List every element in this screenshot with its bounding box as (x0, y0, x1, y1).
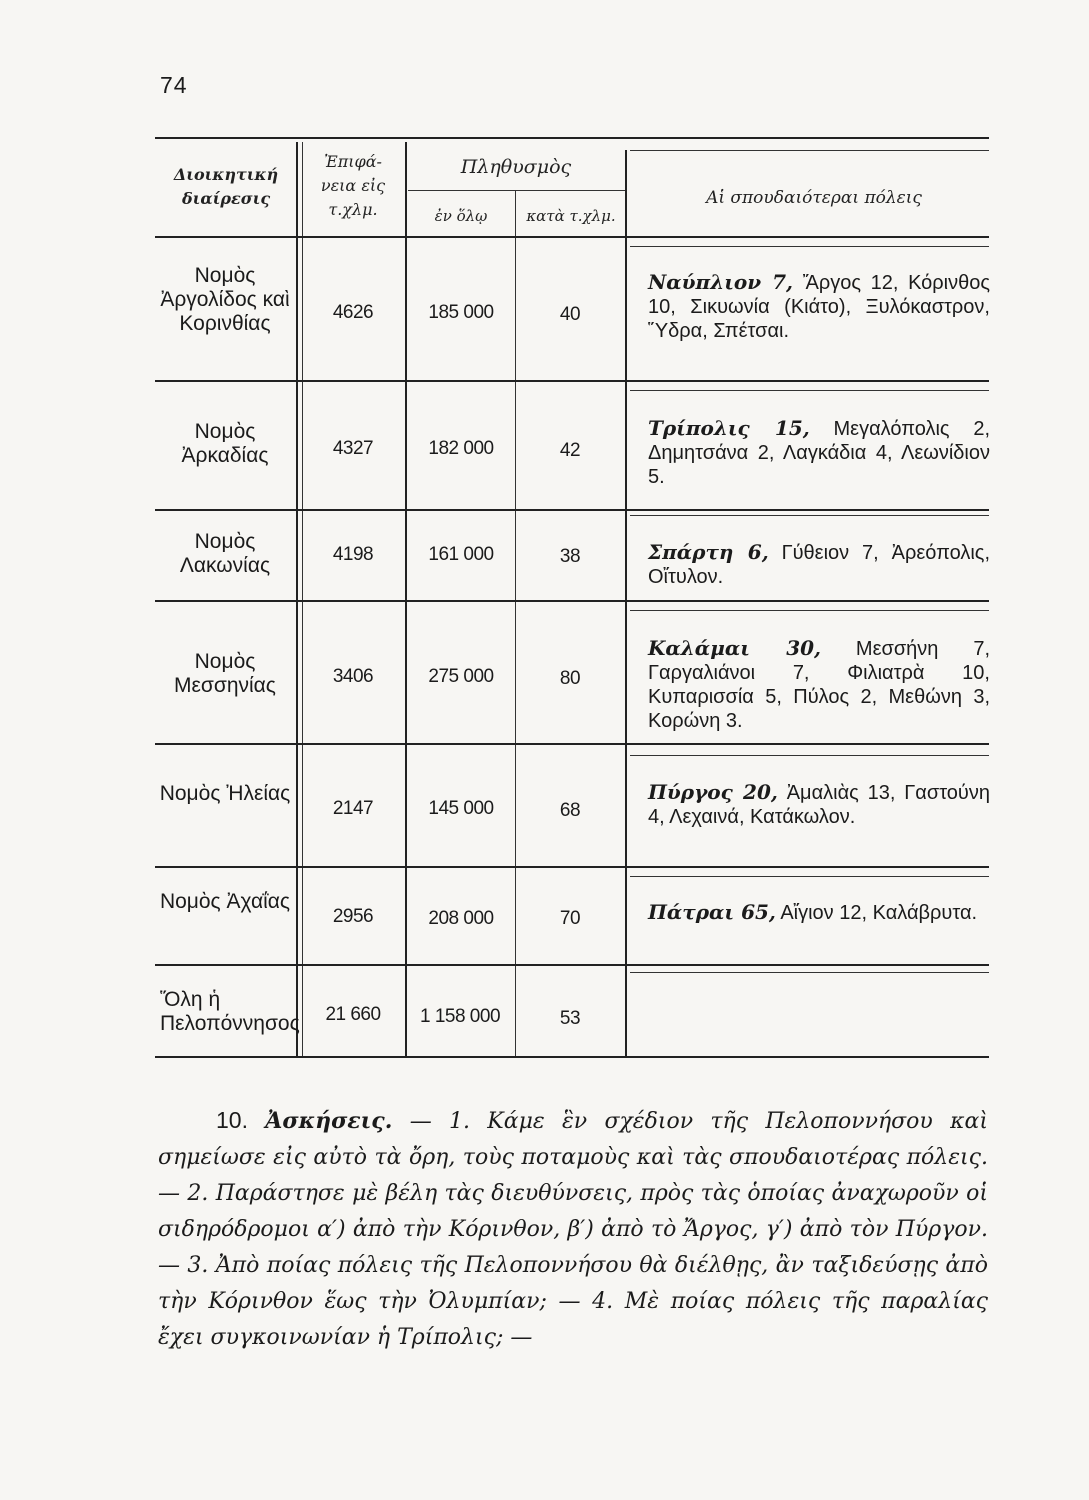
area-value: 2147 (332, 798, 374, 819)
capital-city: Σπάρτη 6, (648, 540, 769, 564)
header-population-density: κατὰ τ.χλμ. (526, 207, 616, 225)
capital-city: Πάτραι 65, (648, 900, 776, 924)
division-name: Ὅλη ἡ Πελοπόννησος (160, 988, 300, 1035)
cities-list (648, 636, 990, 733)
cities-list (648, 780, 990, 829)
density-value: 53 (559, 1008, 581, 1029)
other-cities: Μεσσήνη 7, Γαργαλιάνοι 7, Φιλιατρὰ 10, Κυπαρισσία 5, Πύλος 2, Μεθώνη 3, Κορώνη 3. (648, 638, 990, 732)
division-name: Νομὸς Μεσσηνίας (174, 650, 276, 697)
exercises-text: — 1. Κάμε ἓν σχέδιον τῆς Πελοποννήσου καὶ σημείωσε εἰς αὐτὸ τὰ ὄρη, τοὺς ποταμοὺς καὶ τὰς σπουδαιοτέρας πόλεις. — 2. Παράστησε μὲ βέλη τὰς διευθύνσεις, πρὸς τὰς ὁποίας ἀναχωροῦν οἱ σιδηρόδρομοι α′) ἀπὸ τὴν Κόρινθον, β′) ἀπὸ τὸ Ἄργος, γ′) ἀπὸ τὸν Πύργον. — 3. Ἀπὸ ποίας πόλεις τῆς Πελοποννήσου θὰ διέλθῃς, ἂν ταξιδεύσῃς ἀπὸ τὴν Κόρινθον ἕως τὴν Ὀλυμπίαν; — 4. Μὲ ποίας πόλεις τῆς παραλίας ἔχει συγκοινωνίαν ἡ Τρίπολις; — (158, 1109, 989, 1350)
capital-city: Πύργος 20, (648, 780, 778, 804)
division-name: Νομὸς Ἀργολίδος καὶ Κορινθίας (160, 264, 290, 335)
header-division: Διοικητική διαίρεσις (173, 165, 279, 208)
other-cities: Γύθειον 7, Ἀρεόπολις, Οἴτυλον. (648, 542, 990, 588)
section-title: Ἀσκήσεις. (265, 1108, 393, 1134)
area-value: 4198 (332, 544, 374, 565)
area-value: 3406 (332, 666, 374, 687)
division-name: Νομὸς Ἠλείας (159, 782, 291, 805)
population-value: 1 158 000 (419, 1006, 501, 1027)
header-area: Ἐπιφά- νεια εἰς τ.χλμ. (320, 152, 386, 219)
density-value: 68 (559, 800, 581, 821)
cities-list (648, 900, 990, 925)
header-population-total: ἐν ὅλῳ (434, 207, 488, 225)
population-value: 208 000 (428, 908, 494, 929)
header-cities: Αἱ σπουδαιότεραι πόλεις (706, 188, 922, 208)
cities-list (648, 416, 990, 489)
capital-city: Ναύπλιον 7, (648, 270, 794, 294)
population-value: 145 000 (428, 798, 494, 819)
density-value: 42 (559, 440, 581, 461)
density-value: 38 (559, 546, 581, 567)
area-value: 4327 (332, 438, 374, 459)
division-name: Νομὸς Ἀρκαδίας (181, 420, 269, 467)
capital-city: Καλάμαι 30, (648, 636, 821, 660)
population-value: 182 000 (428, 438, 494, 459)
exercises-paragraph (158, 1102, 988, 1356)
density-value: 70 (559, 908, 581, 929)
division-name: Νομὸς Ἀχαΐας (159, 890, 291, 913)
header-population: Πληθυσμὸς (460, 156, 572, 178)
other-cities: Ἄργος 12, Κόρινθος 10, Σικυωνία (Κιάτο), Ξυλόκαστρον, Ὕδρα, Σπέτσαι. (648, 272, 991, 342)
density-value: 40 (559, 304, 581, 325)
population-value: 185 000 (428, 302, 494, 323)
cities-list (648, 270, 990, 343)
population-value: 275 000 (428, 666, 494, 687)
capital-city: Τρίπολις 15, (648, 416, 810, 440)
page-number: 74 (160, 72, 188, 98)
other-cities: Ἀμαλιὰς 13, Γαστούνη 4, Λεχαινά, Κατάκωλον. (648, 782, 990, 828)
section-number: 10. (216, 1107, 248, 1133)
division-name: Νομὸς Λακωνίας (179, 530, 271, 577)
cities-list (648, 540, 990, 589)
density-value: 80 (559, 668, 581, 689)
area-value: 21 660 (325, 1004, 381, 1025)
other-cities: Αἴγιον 12, Καλάβρυτα. (780, 902, 978, 924)
other-cities: Μεγαλόπολις 2, Δημητσάνα 2, Λαγκάδια 4, Λεωνίδιον 5. (648, 418, 990, 488)
population-value: 161 000 (428, 544, 494, 565)
area-value: 2956 (332, 906, 374, 927)
area-value: 4626 (332, 302, 374, 323)
